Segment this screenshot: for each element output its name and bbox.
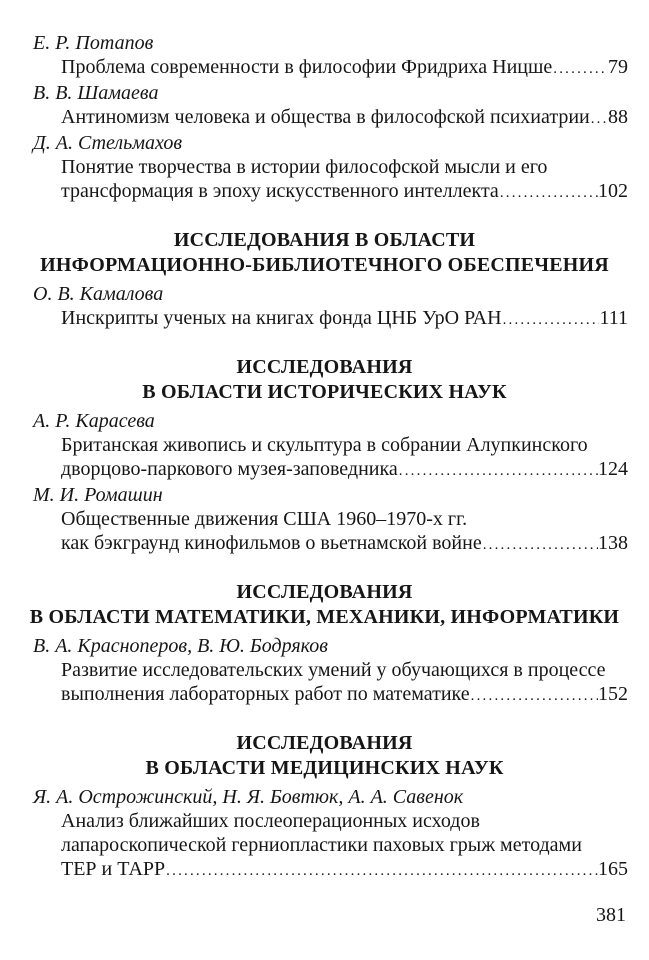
entry-title-text: Развитие исследовательских умений у обучающихся в процессе (61, 659, 606, 681)
entry-page-number: 79 (608, 56, 628, 78)
section-heading (0, 228, 649, 278)
dot-leader (591, 107, 608, 131)
entry-title-text: ТЕР и ТАРР (61, 858, 166, 880)
entry-title-text: Понятие творчества в истории философской мысли и его (61, 156, 548, 178)
entry-title-line (33, 531, 628, 557)
section-heading (0, 731, 649, 781)
entry-title-text: дворцово-паркового музея-заповедника (61, 458, 398, 480)
entry-title-line (33, 809, 628, 833)
entry-page-number: 102 (598, 180, 628, 202)
entry-title-text: Британская живопись и скульптура в собрании Алупкинского (61, 434, 588, 456)
toc-entry (33, 81, 628, 131)
entry-title-line (33, 179, 628, 205)
entry-page-number: 88 (608, 106, 628, 128)
entry-authors: А. Р. Карасева (33, 410, 155, 432)
entry-title-line (33, 55, 628, 81)
dot-leader (471, 684, 598, 708)
entry-authors: В. В. Шамаева (33, 82, 159, 104)
toc-section (33, 31, 628, 205)
toc-section (29, 580, 628, 708)
entry-authors: Д. А. Стельмахов (33, 132, 183, 154)
section-heading-line: ИССЛЕДОВАНИЯ (236, 356, 413, 378)
section-heading (0, 580, 649, 630)
entry-title-line (33, 833, 628, 857)
entry-title-line (33, 457, 628, 483)
toc-entry (33, 409, 628, 483)
entry-title-text: выполнения лабораторных работ по математике (61, 683, 470, 705)
toc-entry (33, 483, 628, 557)
entry-page-number: 111 (599, 307, 628, 329)
section-heading-line: ИССЛЕДОВАНИЯ В ОБЛАСТИ (173, 229, 476, 251)
entry-page-number: 138 (598, 532, 628, 554)
entry-title-line (33, 155, 628, 179)
dot-leader (483, 533, 598, 557)
section-heading-line: В ОБЛАСТИ ИСТОРИЧЕСКИХ НАУК (142, 381, 507, 403)
entry-page-number: 152 (598, 683, 628, 705)
entry-title-text: Проблема современности в философии Фридриха Ницше (61, 56, 553, 78)
toc-section (33, 731, 628, 883)
entry-authors: М. И. Ромашин (33, 484, 163, 506)
entry-title-line (33, 433, 628, 457)
entry-title-text: как бэкграунд кинофильмов о вьетнамской войне (61, 532, 482, 554)
entry-title-line (33, 105, 628, 131)
entry-title-text: Общественные движения США 1960–1970-х гг. (61, 508, 468, 530)
dot-leader (500, 181, 598, 205)
section-heading-line: В ОБЛАСТИ МЕДИЦИНСКИХ НАУК (145, 757, 504, 779)
dot-leader (553, 57, 608, 81)
entry-authors: Я. А. Острожинский, Н. Я. Бовтюк, А. А. Савенок (33, 786, 464, 808)
entry-title-text: Анализ ближайших послеоперационных исходов (61, 810, 480, 832)
section-heading-line: ИССЛЕДОВАНИЯ (236, 581, 413, 603)
entry-page-number: 165 (598, 858, 628, 880)
dot-leader (399, 459, 598, 483)
toc-section (33, 355, 628, 557)
section-heading-line: ИНФОРМАЦИОННО-БИБЛИОТЕЧНОГО ОБЕСПЕЧЕНИЯ (40, 254, 609, 276)
toc-section (33, 228, 628, 332)
page-number: 381 (596, 904, 626, 926)
dot-leader (166, 859, 598, 883)
entry-page-number: 124 (598, 458, 628, 480)
entry-authors: Е. Р. Потапов (33, 32, 154, 54)
entry-title-line (33, 682, 628, 708)
entry-title-text: лапароскопической герниопластики паховых грыж методами (61, 834, 582, 856)
section-heading-line: В ОБЛАСТИ МАТЕМАТИКИ, МЕХАНИКИ, ИНФОРМАТИКИ (29, 606, 620, 628)
toc-entry (33, 282, 628, 332)
entry-title-text: Инскрипты ученых на книгах фонда ЦНБ УрО РАН (61, 307, 502, 329)
section-heading-line: ИССЛЕДОВАНИЯ (236, 732, 413, 754)
entry-title-line (33, 507, 628, 531)
toc-entry (33, 785, 628, 883)
entry-authors: О. В. Камалова (33, 283, 164, 305)
dot-leader (503, 308, 600, 332)
toc-entry (33, 131, 628, 205)
toc-entry (33, 31, 628, 81)
entry-authors: В. А. Красноперов, В. Ю. Бодряков (33, 635, 328, 657)
toc (29, 31, 628, 883)
toc-entry (33, 634, 628, 708)
entry-title-line (33, 658, 628, 682)
entry-title-text: Антиномизм человека и общества в философской психиатрии (61, 106, 590, 128)
entry-title-text: трансформация в эпоху искусственного интеллекта (61, 180, 499, 202)
entry-title-line (33, 306, 628, 332)
section-heading (0, 355, 649, 405)
entry-title-line (33, 857, 628, 883)
